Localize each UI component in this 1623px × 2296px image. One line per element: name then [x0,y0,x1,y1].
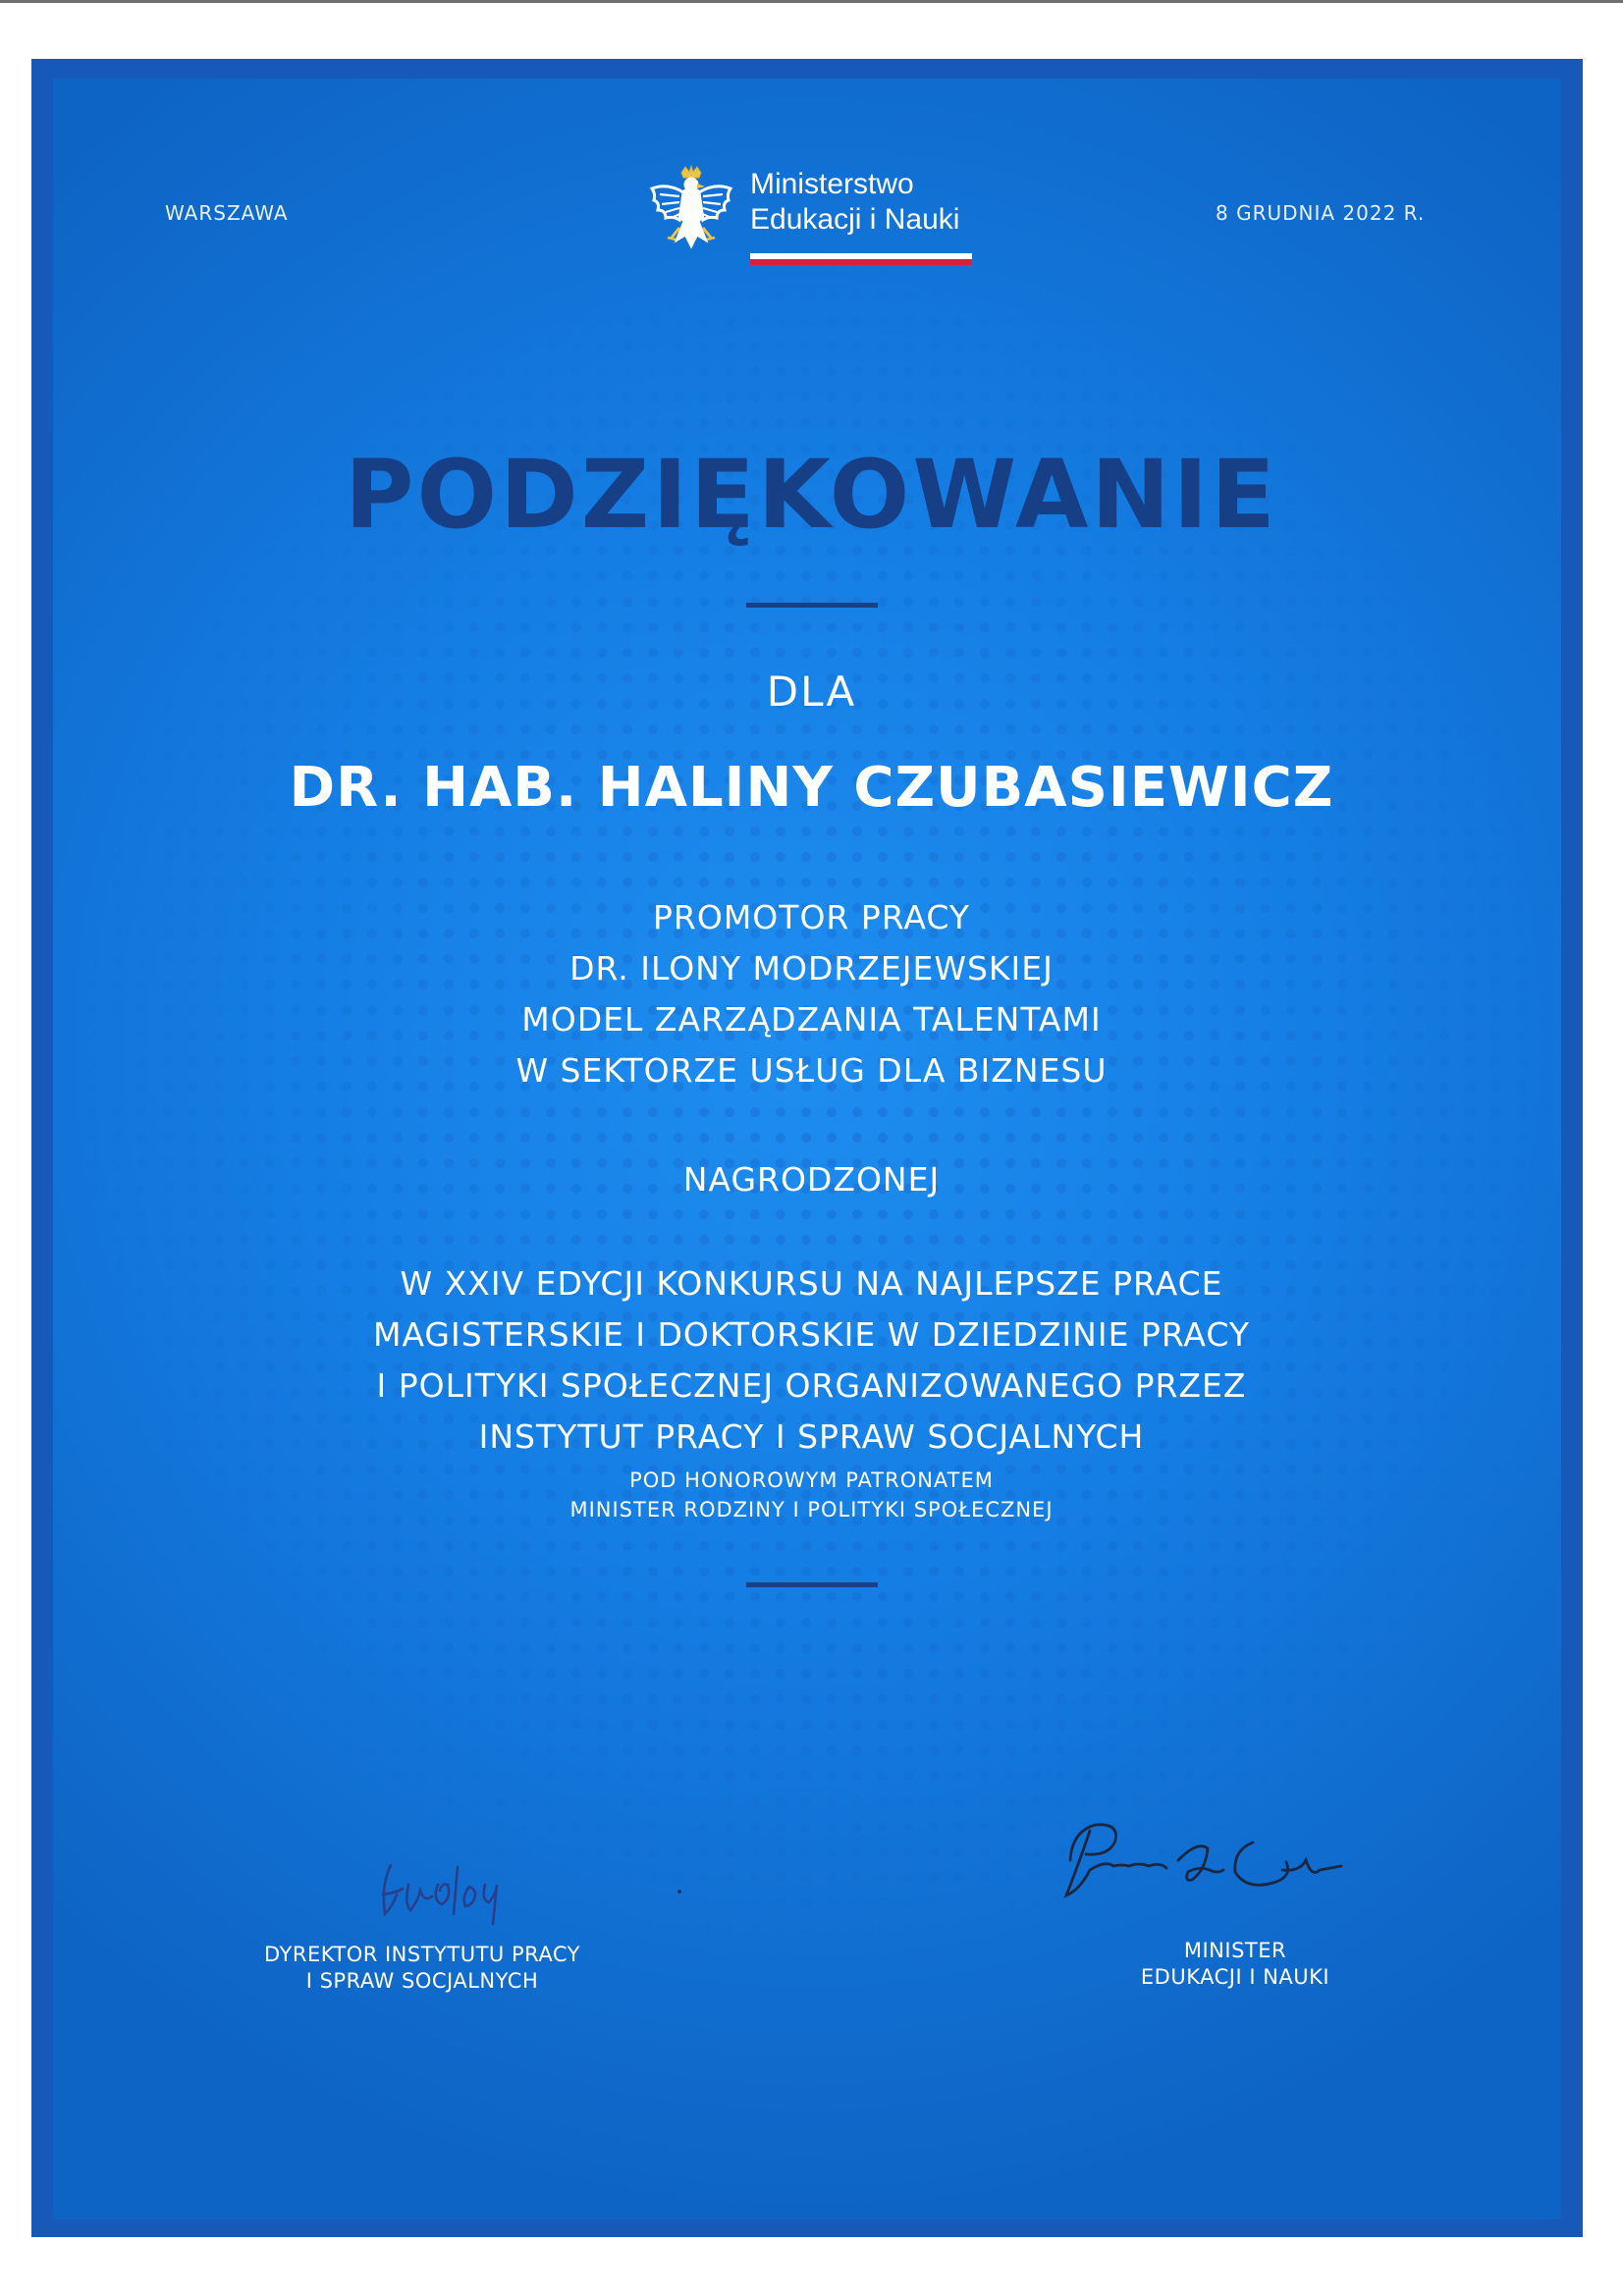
polish-flag-stripe [750,253,972,265]
ink-dot [677,1890,681,1894]
divider-bottom [746,1582,878,1587]
ministry-logo-line2: Edukacji i Nauki [750,203,960,236]
scan-edge [0,0,1623,3]
minister-title [1039,1938,1432,1991]
document-title: PODZIĘKOWANIE [345,440,1278,550]
awarded-label: NAGRODZONEJ [682,1160,941,1199]
thesis-line: DR. ILONY MODRZEJEWSKIEJ [569,949,1054,988]
director-signature [363,1845,540,1953]
polish-eagle-emblem-icon [646,165,736,263]
thesis-block [0,892,1623,1096]
ministry-logo-line1: Ministerstwo [750,168,914,200]
divider-top [746,603,878,608]
patronage-block [0,1466,1623,1524]
date-label: 8 GRUDNIA 2022 R. [1216,201,1426,225]
minister-signature [1051,1801,1384,1919]
director-title [196,1942,648,1995]
ministry-logo-text [750,167,959,238]
thesis-line: PROMOTOR PRACY [653,898,970,936]
place-label: WARSZAWA [165,201,289,225]
recipient-name: DR. HAB. HALINY CZUBASIEWICZ [289,756,1334,820]
minister-title-line1: MINISTER [1183,1939,1287,1962]
minister-title-line2: EDUKACJI I NAUKI [1140,1965,1330,1989]
thesis-line: W SEKTORZE USŁUG DLA BIZNESU [515,1051,1108,1090]
recipient-intro: DLA [766,667,857,716]
patronage-line: POD HONOROWYM PATRONATEM [629,1468,994,1492]
contest-line: INSTYTUT PRACY I SPRAW SOCJALNYCH [478,1417,1145,1456]
ministry-logo [646,165,980,273]
thesis-line: MODEL ZARZĄDZANIA TALENTAMI [521,1000,1102,1039]
contest-line: MAGISTERSKIE I DOKTORSKIE W DZIEDZINIE PRACY [372,1315,1251,1354]
contest-line: W XXIV EDYCJI KONKURSU NA NAJLEPSZE PRACE [400,1264,1223,1303]
director-title-line2: I SPRAW SOCJALNYCH [305,1969,539,1993]
flag-red-stripe [750,259,972,265]
patronage-line: MINISTER RODZINY I POLITYKI SPOŁECZNEJ [569,1498,1054,1522]
contest-block [0,1258,1623,1463]
director-title-line1: DYREKTOR INSTYTUTU PRACY [264,1943,580,1966]
contest-line: I POLITYKI SPOŁECZNEJ ORGANIZOWANEGO PRZEZ [376,1366,1247,1405]
